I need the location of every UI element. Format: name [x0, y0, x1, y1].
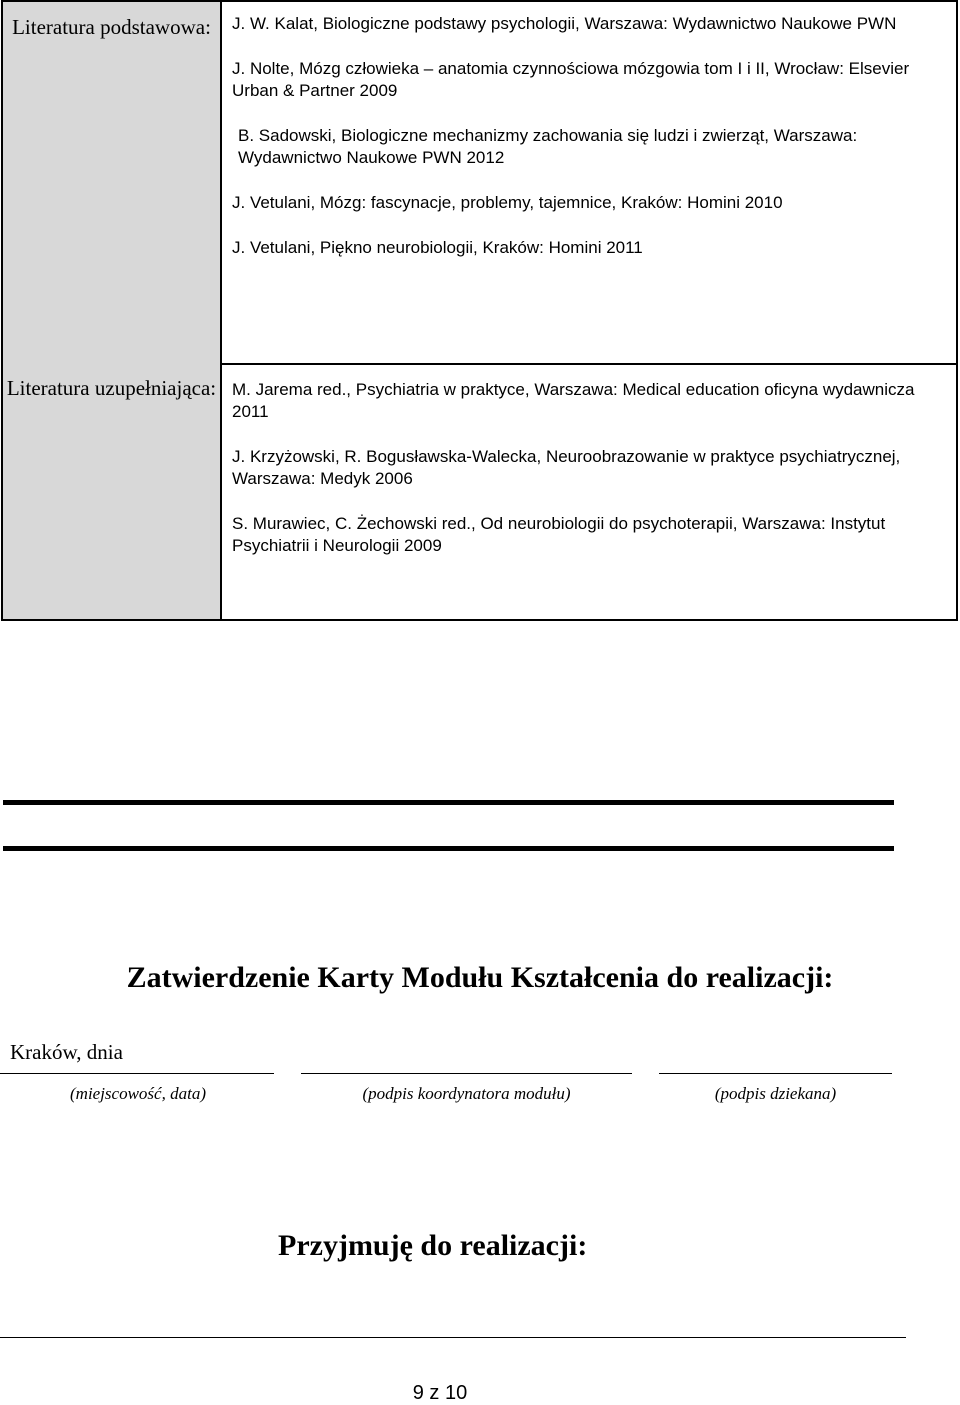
approval-title: Zatwierdzenie Karty Modułu Kształcenia do realizacji:	[126, 961, 834, 994]
basic-literature-label: Literatura podstawowa:	[3, 2, 222, 363]
dean-caption: (podpis dziekana)	[714, 1084, 837, 1103]
reference-item: J. W. Kalat, Biologiczne podstawy psychologii, Warszawa: Wydawnictwo Naukowe PWN	[232, 14, 897, 33]
acceptance-signature-line	[0, 1337, 906, 1338]
reference-item: J. Nolte, Mózg człowieka – anatomia czynnościowa mózgowia tom I i II, Wrocław: Elsevier Urban & Partner 2009	[232, 59, 910, 100]
place-date-signature-line	[0, 1073, 274, 1074]
page-number: 9 z 10	[412, 1382, 468, 1404]
reference-item: J. Vetulani, Mózg: fascynacje, problemy, tajemnice, Kraków: Homini 2010	[232, 193, 783, 212]
reference-item: M. Jarema red., Psychiatria w praktyce, Warszawa: Medical education oficyna wydawnicza 2011	[232, 380, 915, 421]
supplementary-literature-label: Literatura uzupełniająca:	[3, 363, 222, 619]
separator-rule	[3, 800, 894, 805]
reference-item: J. Vetulani, Piękno neurobiologii, Kraków: Homini 2011	[232, 238, 643, 257]
supplementary-literature-row	[3, 363, 956, 619]
reference-item: S. Murawiec, C. Żechowski red., Od neurobiologii do psychoterapii, Warszawa: Instytut Psychiatrii i Neurologii 2009	[232, 514, 886, 555]
basic-literature-row	[3, 2, 956, 365]
supplementary-literature-list	[224, 363, 956, 619]
reference-item: J. Krzyżowski, R. Bogusławska-Walecka, Neuroobrazowanie w praktyce psychiatrycznej, Warszawa: Medyk 2006	[232, 447, 901, 488]
acceptance-title: Przyjmuję do realizacji:	[278, 1229, 588, 1262]
literature-table	[1, 0, 958, 621]
basic-literature-list	[224, 2, 956, 363]
coordinator-signature-line	[301, 1073, 632, 1074]
reference-item: B. Sadowski, Biologiczne mechanizmy zachowania się ludzi i zwierząt, Warszawa: Wydawnictwo Naukowe PWN 2012	[238, 126, 858, 167]
separator-rule	[3, 846, 894, 851]
dean-signature-line	[659, 1073, 892, 1074]
place-date-caption: (miejscowość, data)	[70, 1084, 206, 1103]
place-date-label: Kraków, dnia	[10, 1040, 123, 1064]
coordinator-caption: (podpis koordynatora modułu)	[362, 1084, 571, 1103]
